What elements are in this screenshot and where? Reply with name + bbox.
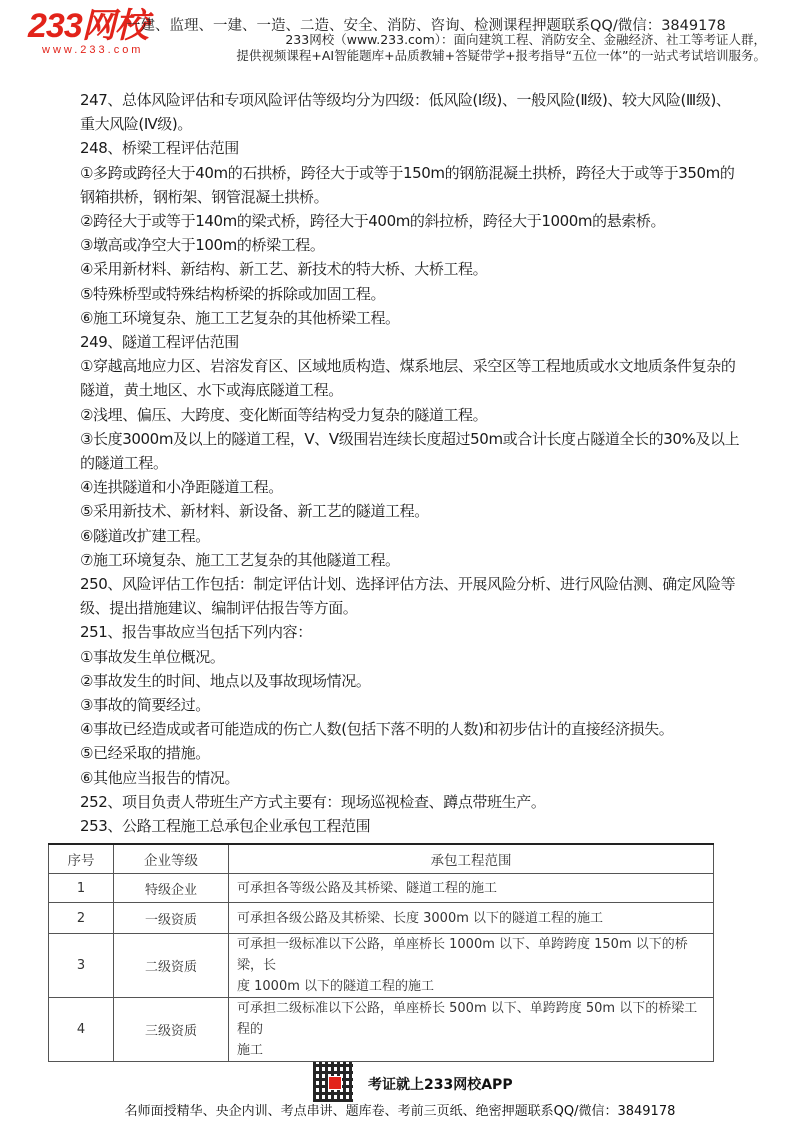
text-line: 250、风险评估工作包括：制定评估计划、选择评估方法、开展风险分析、进行风险估测、确定风险等 — [80, 575, 736, 594]
text-line: 钢箱拱桥，钢桁架、钢管混凝土拱桥。 — [80, 187, 329, 206]
section-heading: 251、报告事故应当包括下列内容： — [80, 623, 312, 642]
text-line: ②跨径大于或等于140m的梁式桥，跨径大于400m的斜拉桥，跨径大于1000m的悬索桥。 — [80, 212, 666, 231]
text-line: ④采用新材料、新结构、新工艺、新技术的特大桥、大桥工程。 — [80, 260, 488, 279]
text-line: ⑦施工环境复杂、施工工艺复杂的其他隧道工程。 — [80, 550, 400, 569]
column-header-no: 序号 — [49, 844, 114, 874]
logo-sub-text: www.233.com — [42, 44, 144, 56]
cell-level: 二级资质 — [114, 934, 229, 998]
qr-logo-icon — [328, 1076, 342, 1090]
cell-no: 3 — [49, 934, 114, 998]
cell-no: 2 — [49, 903, 114, 934]
cell-scope — [229, 874, 714, 903]
text-line: 隧道，黄土地区、水下或海底隧道工程。 — [80, 381, 343, 400]
text-line: ⑥施工环境复杂、施工工艺复杂的其他桥梁工程。 — [80, 308, 400, 327]
text-line: ②浅埋、偏压、大跨度、变化断面等结构受力复杂的隧道工程。 — [80, 405, 488, 424]
scope-line: 可承担二级标准以下公路，单座桥长 500m 以下、单跨跨度 50m 以下的桥梁工程的 — [237, 1001, 698, 1037]
header-contact-line: 一建、监理、一建、一造、二造、安全、消防、咨询、检测课程押题联系QQ/微信：3849178 — [126, 18, 726, 34]
cell-no: 4 — [49, 998, 114, 1062]
text-line: ④事故已经造成或者可能造成的伤亡人数(包括下落不明的人数)和初步估计的直接经济损失。 — [80, 720, 674, 739]
cell-scope — [229, 998, 714, 1062]
text-line: 重大风险(Ⅳ级)。 — [80, 115, 192, 134]
app-promo-text[interactable]: 考证就上233网校APP — [368, 1077, 513, 1093]
text-line: ③长度3000m及以上的隧道工程，Ⅴ、Ⅴ级围岩连续长度超过50m或合计长度占隧道全长的30%及以上 — [80, 429, 740, 448]
scope-line: 可承担一级标准以下公路，单座桥长 1000m 以下、单跨跨度 150m 以下的桥梁，长 — [237, 937, 688, 973]
header-intro-line: 233网校（www.233.com）：面向建筑工程、消防安全、金融经济、社工等考证人群， — [285, 32, 766, 47]
column-header-level: 企业等级 — [114, 844, 229, 874]
cell-level: 特级企业 — [114, 874, 229, 903]
cell-scope — [229, 903, 714, 934]
text-line: ⑥其他应当报告的情况。 — [80, 768, 240, 787]
logo-main-text: 233网校 — [28, 7, 148, 45]
text-line: ①多跨或跨径大于40m的石拱桥，跨径大于或等于150m的钢筋混凝土拱桥，跨径大于或等于350m的 — [80, 163, 735, 182]
cell-level: 三级资质 — [114, 998, 229, 1062]
section-heading: 249、隧道工程评估范围 — [80, 333, 239, 352]
document-body — [80, 88, 740, 838]
cell-level: 一级资质 — [114, 903, 229, 934]
scope-line: 度 1000m 以下的隧道工程的施工 — [237, 979, 435, 994]
text-line: ③事故的简要经过。 — [80, 696, 210, 715]
text-line: ⑥隧道改扩建工程。 — [80, 526, 210, 545]
text-line: ⑤采用新技术、新材料、新设备、新工艺的隧道工程。 — [80, 502, 429, 521]
table-row — [49, 934, 714, 998]
text-line: ①事故发生单位概况。 — [80, 647, 225, 666]
cell-scope — [229, 934, 714, 998]
table-header-row — [49, 844, 714, 874]
cell-no: 1 — [49, 874, 114, 903]
text-line: ④连拱隧道和小净距隧道工程。 — [80, 478, 283, 497]
scope-line: 施工 — [237, 1043, 264, 1058]
contract-scope-table — [48, 843, 714, 1062]
text-line: ③墩高或净空大于100m的桥梁工程。 — [80, 236, 325, 255]
text-line: ①穿越高地应力区、岩溶发育区、区域地质构造、煤系地层、采空区等工程地质或水文地质条件复杂的 — [80, 357, 736, 376]
section-heading: 248、桥梁工程评估范围 — [80, 139, 239, 158]
section-heading: 253、公路工程施工总承包企业承包工程范围 — [80, 817, 371, 836]
page-header — [0, 0, 800, 70]
text-line: ②事故发生的时间、地点以及事故现场情况。 — [80, 671, 371, 690]
header-services-line: 提供视频课程+AI智能题库+品质教辅+答疑带学+报考指导“五位一体”的一站式考试培训服务。 — [236, 48, 766, 63]
scope-line: 可承担各等级公路及其桥梁、隧道工程的施工 — [237, 880, 498, 896]
text-line: 247、总体风险评估和专项风险评估等级均分为四级：低风险(Ⅰ级)、一般风险(Ⅱ级)、较大风险(Ⅲ级)、 — [80, 91, 731, 109]
page-footer — [0, 1062, 800, 1131]
column-header-scope: 承包工程范围 — [229, 844, 714, 874]
text-line: 级、提出措施建议、编制评估报告等方面。 — [80, 599, 358, 618]
text-line: 252、项目负责人带班生产方式主要有：现场巡视检查、蹲点带班生产。 — [80, 792, 546, 811]
text-line: ⑤已经采取的措施。 — [80, 744, 210, 763]
footer-services-text: 名师面授精华、央企内训、考点串讲、题库卷、考前三页纸、绝密押题联系QQ/微信：3849178 — [124, 1104, 676, 1119]
scope-line: 可承担各级公路及其桥梁、长度 3000m 以下的隧道工程的施工 — [237, 910, 604, 926]
table-row — [49, 998, 714, 1062]
table-row — [49, 903, 714, 934]
text-line: ⑤特殊桥型或特殊结构桥梁的拆除或加固工程。 — [80, 284, 386, 303]
table-row — [49, 874, 714, 903]
text-line: 的隧道工程。 — [80, 454, 168, 473]
